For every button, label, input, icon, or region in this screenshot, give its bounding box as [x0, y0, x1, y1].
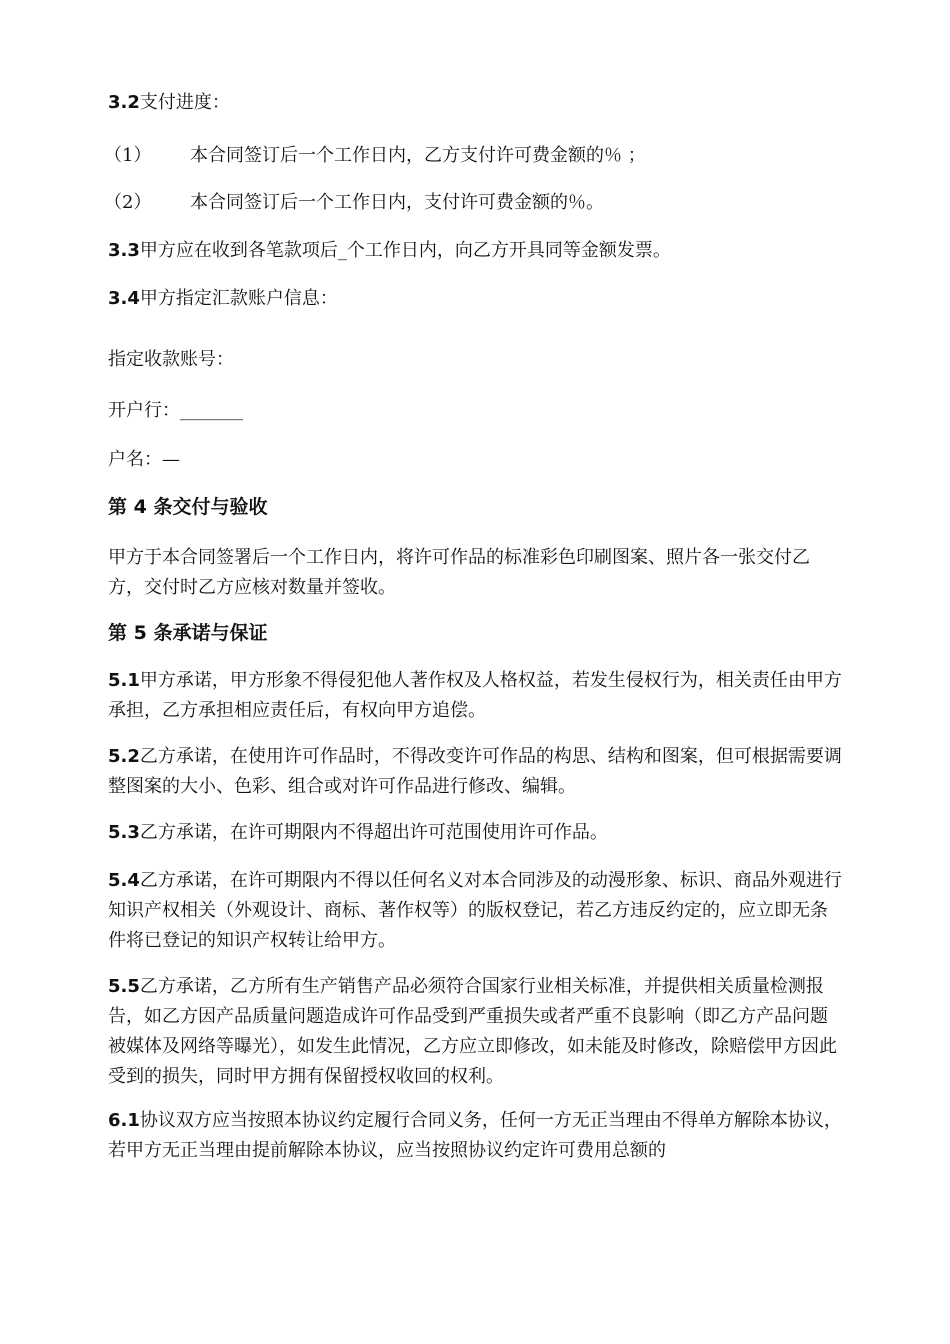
- clause-3-4: 3.4甲方指定汇款账户信息：: [108, 288, 338, 309]
- clause-5-4: 5.4乙方承诺，在许可期限内不得以任何名义对本合同涉及的动漫形象、标识、商品外观进行知识产权相关（外观设计、商标、著作权等）的版权登记，若乙方违反约定的，应立即无条件将已登记的知识产权转让给甲方。: [108, 870, 842, 951]
- article-4-heading: 第 4 条交付与验收: [108, 496, 268, 518]
- clause-5-1: 5.1甲方承诺，甲方形象不得侵犯他人著作权及人格权益，若发生侵权行为，相关责任由甲方承担，乙方承担相应责任后，有权向甲方追偿。: [108, 670, 842, 721]
- clause-5-2: 5.2乙方承诺，在使用许可作品时，不得改变许可作品的构思、结构和图案，但可根据需要调整图案的大小、色彩、组合或对许可作品进行修改、编辑。: [108, 746, 842, 797]
- clause-6-1: 6.1协议双方应当按照本协议约定履行合同义务，任何一方无正当理由不得单方解除本协议，若甲方无正当理由提前解除本协议，应当按照协议约定许可费用总额的: [108, 1110, 842, 1161]
- clause-5-3: 5.3乙方承诺，在许可期限内不得超出许可范围使用许可作品。: [108, 822, 608, 843]
- payment-item-2: （2） 本合同签订后一个工作日内，支付许可费金额的％。: [104, 192, 604, 213]
- article-4-body: 甲方于本合同签署后一个工作日内，将许可作品的标准彩色印刷图案、照片各一张交付乙方，交付时乙方应核对数量并签收。: [108, 547, 810, 598]
- clause-3-3: 3.3甲方应在收到各笔款项后_个工作日内，向乙方开具同等金额发票。: [108, 240, 671, 261]
- payment-item-1: （1） 本合同签订后一个工作日内，乙方支付许可费金额的％ ；: [104, 145, 646, 166]
- article-5-heading: 第 5 条承诺与保证: [108, 622, 268, 644]
- account-number-label: 指定收款账号：: [108, 349, 234, 370]
- account-name-label: 户名：—: [108, 449, 180, 470]
- clause-3-2: 3.2支付进度：: [108, 92, 230, 113]
- clause-5-5: 5.5乙方承诺，乙方所有生产销售产品必须符合国家行业相关标准，并提供相关质量检测报告，如乙方因产品质量问题造成许可作品受到严重损失或者严重不良影响（即乙方产品问题被媒体及网络等曝光），如发生此情况，乙方应立即修改，如未能及时修改，除赔偿甲方因此受到的损失，同时甲方拥有保留授权收回的权利。: [108, 976, 837, 1087]
- bank-label: 开户行：_______: [108, 400, 243, 421]
